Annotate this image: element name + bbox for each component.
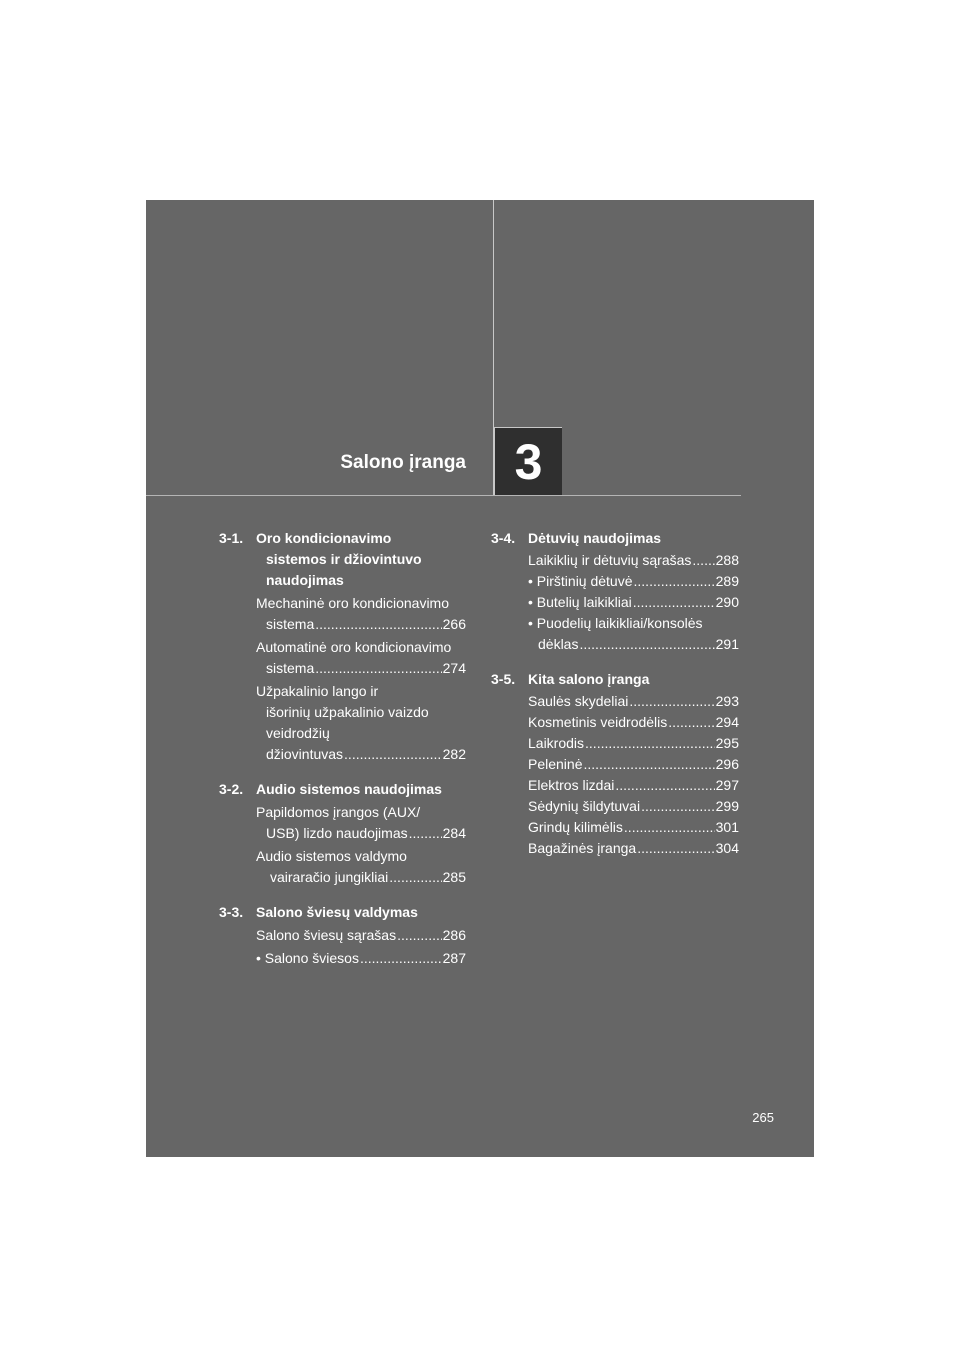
chapter-number: 3 [514,433,543,490]
section-entries [256,802,466,888]
section-heading [219,528,466,591]
section-entries [528,691,739,859]
entry-text: Audio sistemos valdymo [256,848,407,864]
entry-text: Elektros lizdai [528,777,615,793]
section-title-line: Oro kondicionavimo [256,530,392,546]
entry-last-line [528,775,739,796]
section-title-line: Salono šviesų valdymas [256,904,418,920]
entry-text: • Puodelių laikikliai/konsolės [528,615,703,631]
chapter-number-badge [494,427,562,495]
entry-text: sistema [266,616,315,632]
entry-page-number: 282 [442,746,466,762]
entry-last-line [528,634,739,655]
toc-entry[interactable] [256,802,466,844]
entry-text: Bagažinės įranga [528,840,637,856]
dot-leader [633,592,715,613]
entry-last-line [528,838,739,859]
toc-section [491,528,739,655]
section-title [528,528,739,549]
section-heading [219,779,466,800]
entry-page-number: 288 [715,552,739,568]
dot-leader [615,775,714,796]
chapter-title: Salono įranga [340,452,466,473]
entry-text: Užpakalinio lango ir [256,683,379,699]
entry-last-line [256,948,466,969]
entry-text: Kosmetinis veidrodėlis [528,714,668,730]
toc-section [219,779,466,888]
entry-page-number: 293 [715,693,739,709]
entry-text-line [256,593,466,614]
section-heading [491,669,739,690]
entry-text: sistema [266,660,315,676]
section-heading [491,528,739,549]
entry-last-line [256,614,466,635]
toc-entry[interactable] [256,681,466,765]
entry-page-number: 286 [442,927,466,943]
dot-leader [668,712,714,733]
entry-last-line [528,592,739,613]
toc-column-right [491,528,739,873]
toc-entry[interactable] [528,691,739,712]
entry-last-line [528,796,739,817]
entry-page-number: 291 [715,636,739,652]
section-title [256,902,466,923]
section-number: 3-1. [219,530,244,546]
entry-text: Salono šviesų sąrašas [256,927,397,943]
entry-page-number: 299 [715,798,739,814]
entry-text-line [256,702,466,723]
toc-entry[interactable] [256,846,466,888]
dot-leader [584,754,715,775]
entry-last-line [528,733,739,754]
entry-page-number: 290 [715,594,739,610]
section-heading [219,902,466,923]
toc-entry[interactable] [528,733,739,754]
dot-leader [344,744,442,765]
entry-text: • Salono šviesos [256,950,359,966]
entry-text-line [256,723,466,744]
entry-page-number: 301 [715,819,739,835]
entry-page-number: 304 [715,840,739,856]
dot-leader [585,733,715,754]
toc-entry[interactable] [528,754,739,775]
entry-text: Laikrodis [528,735,585,751]
entry-text: džiovintuvas [266,746,344,762]
entry-page-number: 266 [442,616,466,632]
entry-text-line [256,846,466,867]
section-entries [528,550,739,655]
page-number: 265 [752,1110,774,1125]
toc-entry[interactable] [528,571,739,592]
dot-leader [360,948,442,969]
entry-last-line [256,823,466,844]
entry-last-line [256,744,466,765]
entry-last-line [528,754,739,775]
entry-last-line [256,867,466,888]
toc-entry[interactable] [528,550,739,571]
section-number: 3-2. [219,781,244,797]
entry-text: Laikiklių ir dėtuvių sąrašas [528,552,692,568]
entry-page-number: 285 [442,869,466,885]
toc-section [219,902,466,969]
section-entries [256,925,466,969]
section-title-line: Audio sistemos naudojimas [256,781,442,797]
entry-text-line [256,681,466,702]
toc-entry[interactable] [528,775,739,796]
entry-text: Sėdynių šildytuvai [528,798,641,814]
dot-leader [579,634,714,655]
section-title [528,669,739,690]
entry-text: Automatinė oro kondicionavimo [256,639,452,655]
toc-entry[interactable] [256,637,466,679]
entry-text: • Pirštinių dėtuvė [528,573,633,589]
entry-text: išorinių užpakalinio vaizdo [266,704,429,720]
toc-column-left [219,528,466,983]
entry-page-number: 297 [715,777,739,793]
entry-last-line [528,571,739,592]
dot-leader [409,823,442,844]
entry-page-number: 295 [715,735,739,751]
entry-last-line [528,817,739,838]
section-entries [256,593,466,765]
entry-text: Peleninė [528,756,583,772]
dot-leader [315,658,441,679]
entry-text: dėklas [538,636,579,652]
entry-text: Grindų kilimėlis [528,819,623,835]
section-number: 3-3. [219,904,244,920]
entry-text: vairaračio jungikliai [270,869,389,885]
section-title-line: Dėtuvių naudojimas [528,530,662,546]
toc-entry[interactable] [256,593,466,635]
entry-last-line [256,658,466,679]
horizontal-divider [146,495,741,496]
entry-page-number: 274 [442,660,466,676]
toc-section [491,669,739,859]
entry-text-line [256,637,466,658]
dot-leader [397,925,442,946]
entry-text: Papildomos įrangos (AUX/ [256,804,421,820]
dot-leader [315,614,441,635]
dot-leader [641,796,715,817]
toc-entry[interactable] [528,712,739,733]
entry-text: veidrodžių [266,725,330,741]
entry-text-line [256,802,466,823]
entry-text-line [528,613,739,634]
toc-entry[interactable] [256,948,466,969]
section-title [256,779,466,800]
dot-leader [634,571,715,592]
entry-last-line [256,925,466,946]
dot-leader [692,550,714,571]
toc-entry[interactable] [528,613,739,655]
toc-entry[interactable] [528,838,739,859]
section-number: 3-4. [491,530,516,546]
entry-text: • Butelių laikikliai [528,594,632,610]
entry-last-line [528,712,739,733]
entry-page-number: 296 [715,756,739,772]
section-number: 3-5. [491,671,516,687]
entry-page-number: 294 [715,714,739,730]
entry-page-number: 284 [442,825,466,841]
dot-leader [389,867,441,888]
dot-leader [624,817,715,838]
section-title-line: Kita salono įranga [528,671,650,687]
toc-section [219,528,466,765]
dot-leader [629,691,714,712]
entry-page-number: 287 [442,950,466,966]
section-title-line: sistemos ir džiovintuvo [266,551,422,567]
toc-entry[interactable] [528,796,739,817]
section-title [256,528,466,591]
toc-entry[interactable] [256,925,466,946]
entry-last-line [528,691,739,712]
entry-last-line [528,550,739,571]
dot-leader [637,838,714,859]
section-title-line: naudojimas [266,572,344,588]
entry-text: USB) lizdo naudojimas [266,825,408,841]
entry-text: Saulės skydeliai [528,693,629,709]
toc-entry[interactable] [528,817,739,838]
toc-entry[interactable] [528,592,739,613]
entry-page-number: 289 [715,573,739,589]
entry-text: Mechaninė oro kondicionavimo [256,595,449,611]
